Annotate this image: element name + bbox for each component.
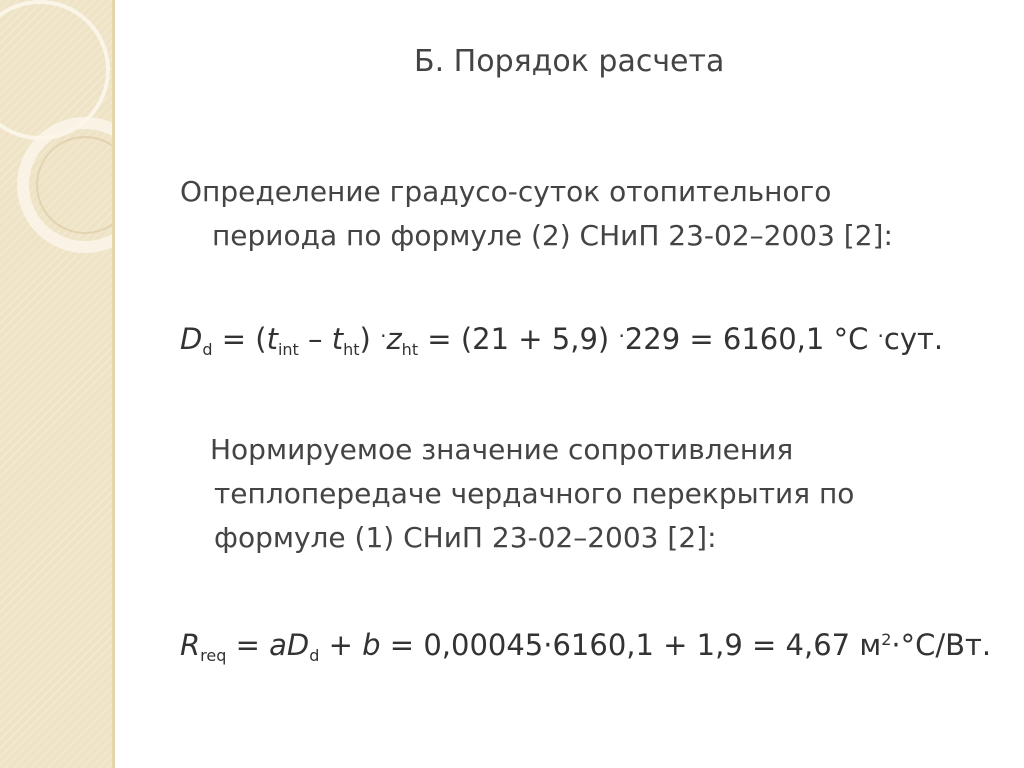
decorative-rings xyxy=(0,0,112,768)
formula-var-a: a xyxy=(269,628,287,662)
formula-dot: · xyxy=(380,324,387,348)
formula-text: = ( xyxy=(212,322,267,356)
formula-var-R: R xyxy=(180,628,201,662)
formula-text: + xyxy=(319,628,363,662)
formula-text: – xyxy=(298,322,332,356)
formula-sub: d xyxy=(202,340,213,359)
formula-sub: int xyxy=(277,340,299,359)
formula-text: = (21 + 5,9) xyxy=(418,322,619,356)
formula-sub: ht xyxy=(401,340,419,359)
paragraph-line: теплопередаче чердачного перекрытия по xyxy=(214,477,855,510)
formula-unit: ·°С/Вт. xyxy=(891,628,992,662)
formula-sub: req xyxy=(200,646,227,665)
formula-var-z: z xyxy=(386,322,402,356)
paragraph-degree-days xyxy=(180,170,893,258)
formula-text: = 0,00045·6160,1 + 1,9 = 4,67 м xyxy=(380,628,882,662)
formula-dot: · xyxy=(877,324,884,348)
formula-var-D: D xyxy=(180,322,203,356)
formula-text: = xyxy=(226,628,270,662)
formula-resistance xyxy=(180,628,991,665)
slide-title: Б. Порядок расчета xyxy=(414,44,725,79)
formula-var-D: D xyxy=(286,628,310,662)
paragraph-line: Определение градусо-суток отопительного xyxy=(180,175,832,208)
formula-sub: d xyxy=(309,646,320,665)
paragraph-line: формуле (1) СНиП 23-02–2003 [2]: xyxy=(214,521,717,554)
formula-degree-days xyxy=(180,322,943,359)
paragraph-line: периода по формуле (2) СНиП 23-02–2003 [2]: xyxy=(212,219,893,252)
band-border xyxy=(112,0,115,768)
formula-dot: · xyxy=(618,324,625,348)
formula-text: 229 = 6160,1 °С xyxy=(624,322,878,356)
formula-var-t: t xyxy=(331,322,344,356)
formula-unit: сут. xyxy=(883,322,944,356)
paragraph-resistance xyxy=(210,428,854,560)
formula-text: ) xyxy=(359,322,381,356)
formula-sup: 2 xyxy=(881,630,892,649)
paragraph-line: Нормируемое значение сопротивления xyxy=(210,433,794,466)
decorative-side-band xyxy=(0,0,112,768)
formula-var-t: t xyxy=(266,322,278,356)
formula-var-b: b xyxy=(362,628,381,662)
formula-sub: ht xyxy=(343,340,360,359)
